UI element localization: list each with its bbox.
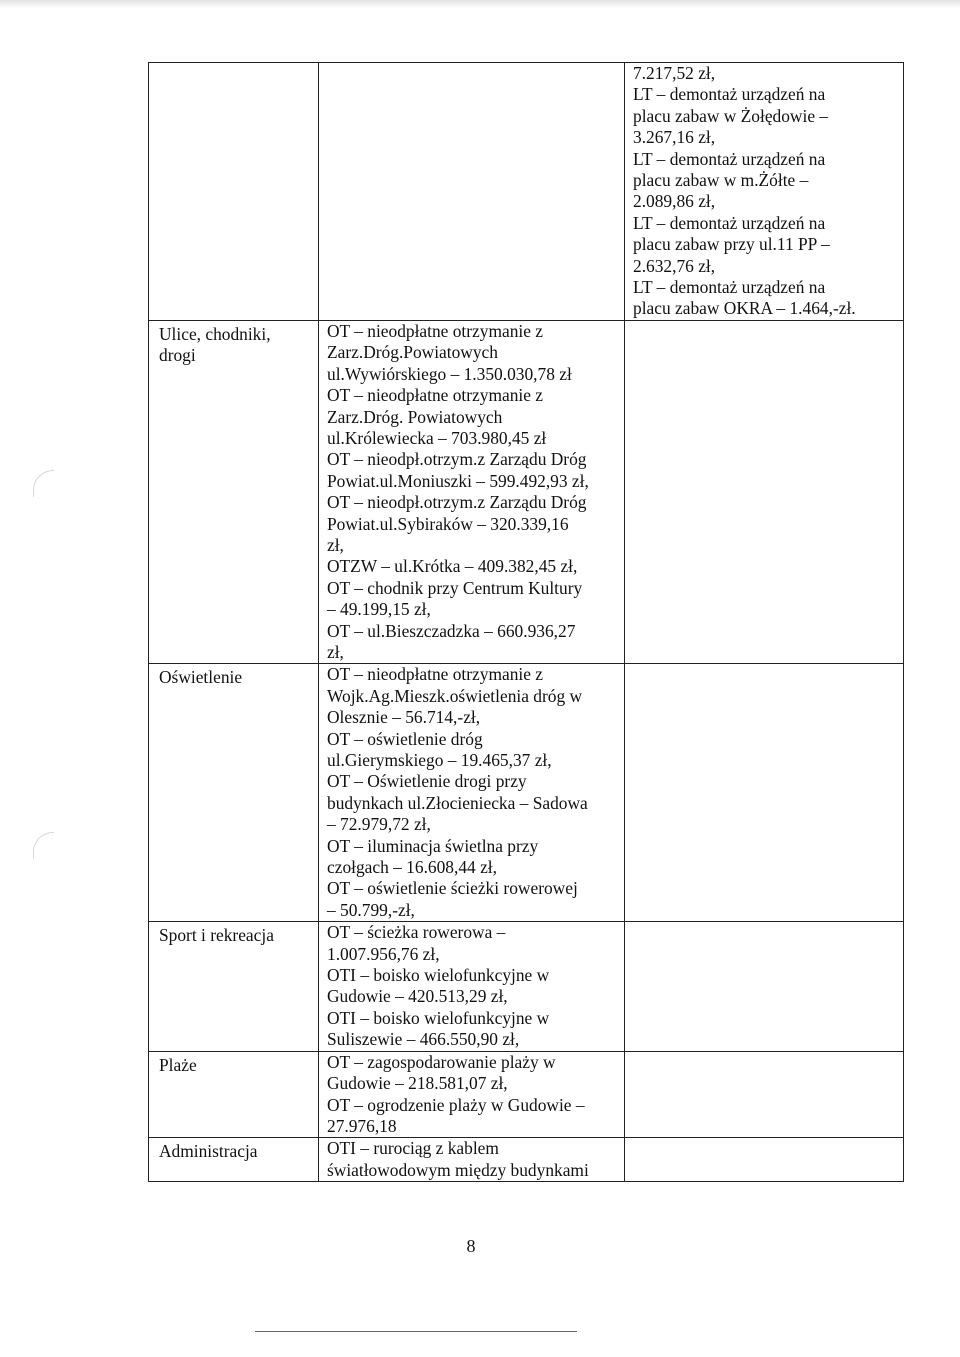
category-cell bbox=[149, 664, 319, 922]
notes-line: LT – demontaż urządzeń na bbox=[633, 148, 826, 169]
description-line: OTZW – ul.Krótka – 409.382,45 zł, bbox=[327, 556, 578, 577]
description-line: zł, bbox=[327, 534, 344, 555]
category-line: Administracja bbox=[159, 1141, 258, 1162]
description-line: OT – oświetlenie dróg bbox=[327, 728, 483, 749]
category-line: Plaże bbox=[159, 1054, 197, 1075]
description-line: OT – ul.Bieszczadzka – 660.936,27 bbox=[327, 620, 576, 641]
description-line: Wojk.Ag.Mieszk.oświetlenia dróg w bbox=[327, 685, 583, 706]
description-line: ul.Gierymskiego – 19.465,37 zł, bbox=[327, 750, 552, 770]
category-cell bbox=[149, 320, 319, 664]
table-row bbox=[149, 922, 904, 1051]
description-line: OTI – rurociąg z kablem bbox=[327, 1138, 499, 1159]
category-line: Oświetlenie bbox=[159, 667, 243, 688]
notes-cell bbox=[625, 320, 904, 664]
category-line: drogi bbox=[159, 345, 196, 366]
notes-line: LT – demontaż urządzeń na bbox=[633, 277, 826, 298]
notes-cell bbox=[625, 922, 904, 1051]
description-cell bbox=[319, 922, 625, 1051]
description-cell bbox=[319, 1051, 625, 1138]
description-line: Gudowie – 420.513,29 zł, bbox=[327, 986, 508, 1007]
description-line: OT – nieodpł.otrzym.z Zarządu Dróg bbox=[327, 449, 587, 470]
category-cell bbox=[149, 63, 319, 321]
category-cell bbox=[149, 922, 319, 1051]
notes-line: LT – demontaż urządzeń na bbox=[633, 84, 826, 105]
description-line: zł, bbox=[327, 641, 344, 662]
notes-line: 7.217,52 zł, bbox=[633, 63, 716, 83]
notes-line: LT – demontaż urządzeń na bbox=[633, 212, 826, 233]
description-line: – 50.799,-zł, bbox=[327, 899, 415, 920]
description-cell bbox=[319, 320, 625, 664]
table-row bbox=[149, 1138, 904, 1182]
description-line: OT – chodnik przy Centrum Kultury bbox=[327, 577, 583, 598]
description-line: ul.Wywiórskiego – 1.350.030,78 zł bbox=[327, 363, 572, 384]
description-line: OT – nieodpłatne otrzymanie z bbox=[327, 320, 544, 341]
assets-table-body bbox=[149, 63, 904, 1182]
description-line: OT – Oświetlenie drogi przy bbox=[327, 771, 527, 792]
description-line: Zarz.Dróg. Powiatowych bbox=[327, 406, 503, 427]
category-line: Ulice, chodniki, bbox=[159, 323, 271, 344]
notes-line: placu zabaw w Żołędowie – bbox=[633, 105, 829, 126]
description-line: 27.976,18 bbox=[327, 1115, 397, 1136]
notes-cell bbox=[625, 63, 904, 321]
description-line: Powiat.ul.Sybiraków – 320.339,16 bbox=[327, 513, 569, 534]
table-row bbox=[149, 1051, 904, 1138]
description-line: OT – ścieżka rowerowa – bbox=[327, 922, 506, 943]
description-cell bbox=[319, 664, 625, 922]
description-line: OTI – boisko wielofunkcyjne w bbox=[327, 1007, 550, 1028]
description-line: OT – zagospodarowanie plaży w bbox=[327, 1051, 556, 1072]
scan-edge-shadow bbox=[0, 0, 960, 8]
description-line: OT – iluminacja świetlna przy bbox=[327, 835, 539, 856]
table-row bbox=[149, 63, 904, 321]
description-line: Olesznie – 56.714,-zł, bbox=[327, 707, 481, 728]
description-line: budynkach ul.Złocieniecka – Sadowa bbox=[327, 792, 588, 813]
table-row bbox=[149, 664, 904, 922]
page-number: 8 bbox=[466, 1236, 476, 1256]
notes-line: placu zabaw OKRA – 1.464,-zł. bbox=[633, 298, 856, 319]
description-line: OT – nieodpł.otrzym.z Zarządu Dróg bbox=[327, 492, 587, 513]
notes-cell bbox=[625, 664, 904, 922]
notes-line: placu zabaw przy ul.11 PP – bbox=[633, 234, 830, 255]
notes-cell bbox=[625, 1138, 904, 1182]
scan-artifact-mark bbox=[33, 832, 54, 859]
description-cell bbox=[319, 1138, 625, 1182]
assets-table bbox=[148, 62, 904, 1182]
description-line: 1.007.956,76 zł, bbox=[327, 943, 440, 964]
category-cell bbox=[149, 1138, 319, 1182]
table-row bbox=[149, 320, 904, 664]
notes-cell bbox=[625, 1051, 904, 1138]
description-line: Zarz.Dróg.Powiatowych bbox=[327, 342, 498, 363]
description-line: Gudowie – 218.581,07 zł, bbox=[327, 1073, 508, 1094]
description-line: – 72.979,72 zł, bbox=[327, 814, 431, 835]
category-cell bbox=[149, 1051, 319, 1138]
description-line: Powiat.ul.Moniuszki – 599.492,93 zł, bbox=[327, 470, 589, 491]
notes-line: placu zabaw w m.Żółte – bbox=[633, 170, 809, 191]
description-line: czołgach – 16.608,44 zł, bbox=[327, 857, 497, 878]
description-line: światłowodowym między budynkami bbox=[327, 1159, 589, 1180]
scan-artifact-mark bbox=[33, 470, 54, 497]
description-line: ul.Królewiecka – 703.980,45 zł bbox=[327, 427, 547, 448]
description-line: Suliszewie – 466.550,90 zł, bbox=[327, 1029, 520, 1050]
description-line: OT – nieodpłatne otrzymanie z bbox=[327, 664, 544, 685]
footer-rule bbox=[255, 1331, 577, 1332]
description-line: OT – oświetlenie ścieżki rowerowej bbox=[327, 878, 578, 899]
description-cell bbox=[319, 63, 625, 321]
description-line: OTI – boisko wielofunkcyjne w bbox=[327, 965, 550, 986]
description-line: – 49.199,15 zł, bbox=[327, 599, 431, 620]
notes-line: 2.089,86 zł, bbox=[633, 191, 716, 212]
notes-line: 3.267,16 zł, bbox=[633, 127, 716, 148]
description-line: OT – ogrodzenie plaży w Gudowie – bbox=[327, 1094, 585, 1115]
category-line: Sport i rekreacja bbox=[159, 925, 274, 946]
description-line: OT – nieodpłatne otrzymanie z bbox=[327, 385, 544, 406]
notes-line: 2.632,76 zł, bbox=[633, 255, 716, 276]
